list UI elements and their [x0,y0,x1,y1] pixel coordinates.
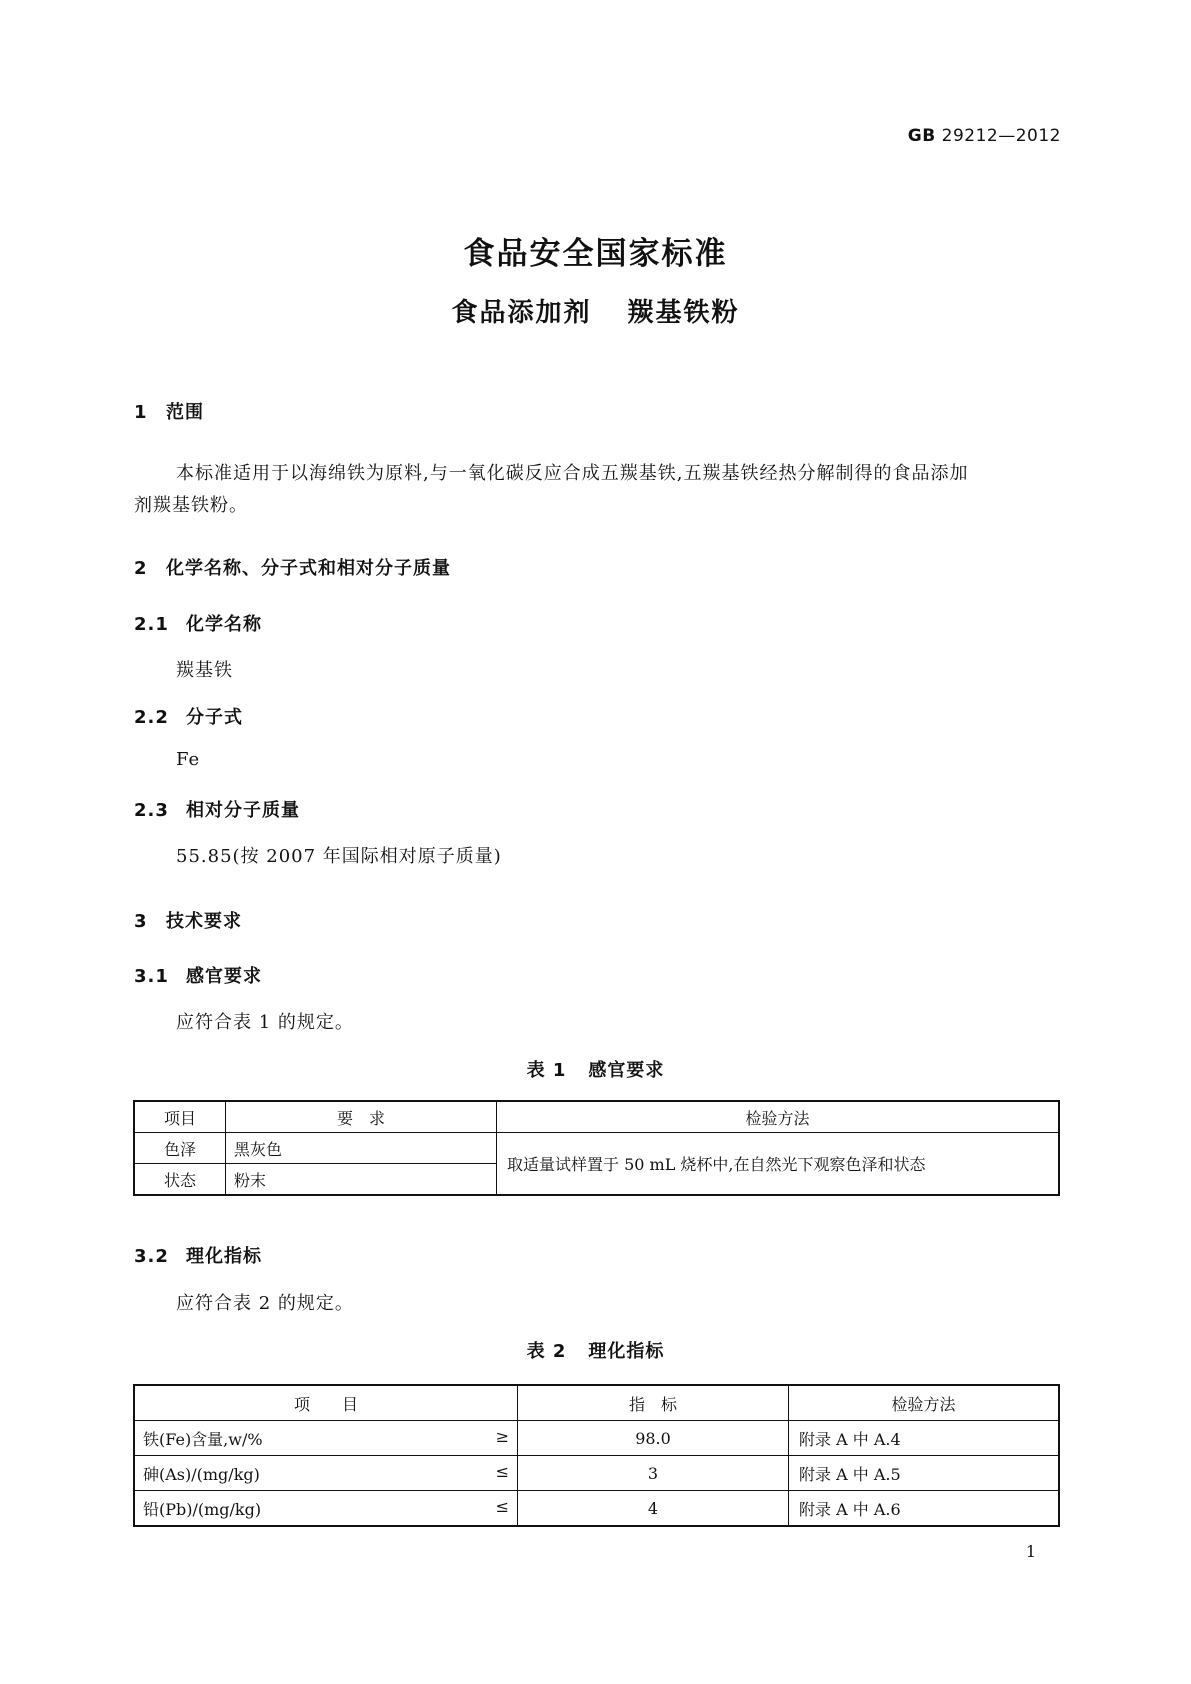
table-cell: 4 [518,1491,789,1527]
caption-number: 表 1 [526,1060,567,1081]
section-number: 2.3 [134,800,169,821]
section-number: 1 [134,402,148,423]
section-2-2-text: Fe [176,749,201,770]
doc-prefix: GB [907,126,936,146]
table-row [134,1491,1059,1527]
table-cell: 黑灰色 [226,1133,497,1164]
table-1-sensory [133,1100,1060,1196]
subtitle-left: 食品添加剂 [451,298,592,328]
section-number: 3 [134,911,148,932]
table-cell [134,1456,518,1491]
table-header-cell: 要 求 [226,1101,497,1133]
table-row [134,1456,1059,1491]
section-2-1-heading [134,610,262,636]
section-2-1-text: 羰基铁 [176,660,233,681]
section-1-text-line1: 本标准适用于以海绵铁为原料,与一氧化碳反应合成五羰基铁,五羰基铁经热分解制得的食品添加 [176,463,969,484]
table-cell: 色泽 [134,1133,226,1164]
table-cell: 粉末 [226,1164,497,1196]
table-cell: 98.0 [518,1421,789,1456]
section-1-text-line2: 剂羰基铁粉。 [134,495,248,516]
comparison-symbol: ≤ [495,1461,509,1481]
section-title: 范围 [166,402,204,423]
page-subtitle [0,292,1191,329]
table-header-row [134,1101,1059,1133]
section-number: 3.1 [134,966,169,987]
table-row [134,1133,1059,1164]
table-header-cell: 项目 [134,1101,226,1133]
section-number: 2.1 [134,614,169,635]
section-1-heading [134,398,204,424]
section-number: 2.2 [134,707,169,728]
comparison-symbol: ≤ [495,1496,509,1516]
doc-number: 29212—2012 [941,126,1061,146]
section-3-1-text: 应符合表 1 的规定。 [176,1012,354,1033]
table-header-cell: 指 标 [518,1385,789,1421]
section-title: 技术要求 [166,911,242,932]
table-header-cell: 检验方法 [497,1101,1060,1133]
table-2-caption [0,1337,1191,1363]
section-title: 理化指标 [186,1246,262,1267]
section-2-3-heading [134,796,300,822]
table-row [134,1421,1059,1456]
section-title: 化学名称 [186,614,262,635]
table-cell: 附录 A 中 A.6 [789,1491,1060,1527]
section-2-3-text: 55.85(按 2007 年国际相对原子质量) [176,846,502,867]
table-header-cell: 项 目 [134,1385,518,1421]
item-label: 铅(Pb)/(mg/kg) [143,1499,262,1519]
table-header-row [134,1385,1059,1421]
table-cell: 状态 [134,1164,226,1196]
table-cell [134,1421,518,1456]
page-title: 食品安全国家标准 [463,236,728,272]
table-cell [134,1491,518,1527]
section-title: 分子式 [186,707,243,728]
caption-title: 理化指标 [588,1341,665,1362]
comparison-symbol: ≥ [495,1426,509,1446]
section-2-2-heading [134,703,243,729]
section-3-heading [134,907,242,933]
subtitle-right: 羰基铁粉 [627,298,740,328]
table-cell: 附录 A 中 A.5 [789,1456,1060,1491]
section-number: 3.2 [134,1246,169,1267]
table-cell: 3 [518,1456,789,1491]
document-number [908,126,1061,146]
table-cell-method: 取适量试样置于 50 mL 烧杯中,在自然光下观察色泽和状态 [497,1133,1060,1196]
table-1-caption [0,1056,1191,1082]
item-label: 铁(Fe)含量,w/% [143,1429,263,1449]
section-title: 感官要求 [186,966,262,987]
section-number: 2 [134,558,148,579]
section-3-2-heading [134,1242,262,1268]
caption-number: 表 2 [526,1341,567,1362]
page-number: 1 [1025,1542,1036,1561]
item-label: 砷(As)/(mg/kg) [143,1464,260,1484]
section-2-heading [134,554,451,580]
section-3-2-text: 应符合表 2 的规定。 [176,1293,354,1314]
section-3-1-heading [134,962,262,988]
table-header-cell: 检验方法 [789,1385,1060,1421]
table-cell: 附录 A 中 A.4 [789,1421,1060,1456]
section-title: 化学名称、分子式和相对分子质量 [166,558,451,579]
caption-title: 感官要求 [588,1060,665,1081]
table-2-physicochemical [133,1384,1060,1527]
section-title: 相对分子质量 [186,800,300,821]
